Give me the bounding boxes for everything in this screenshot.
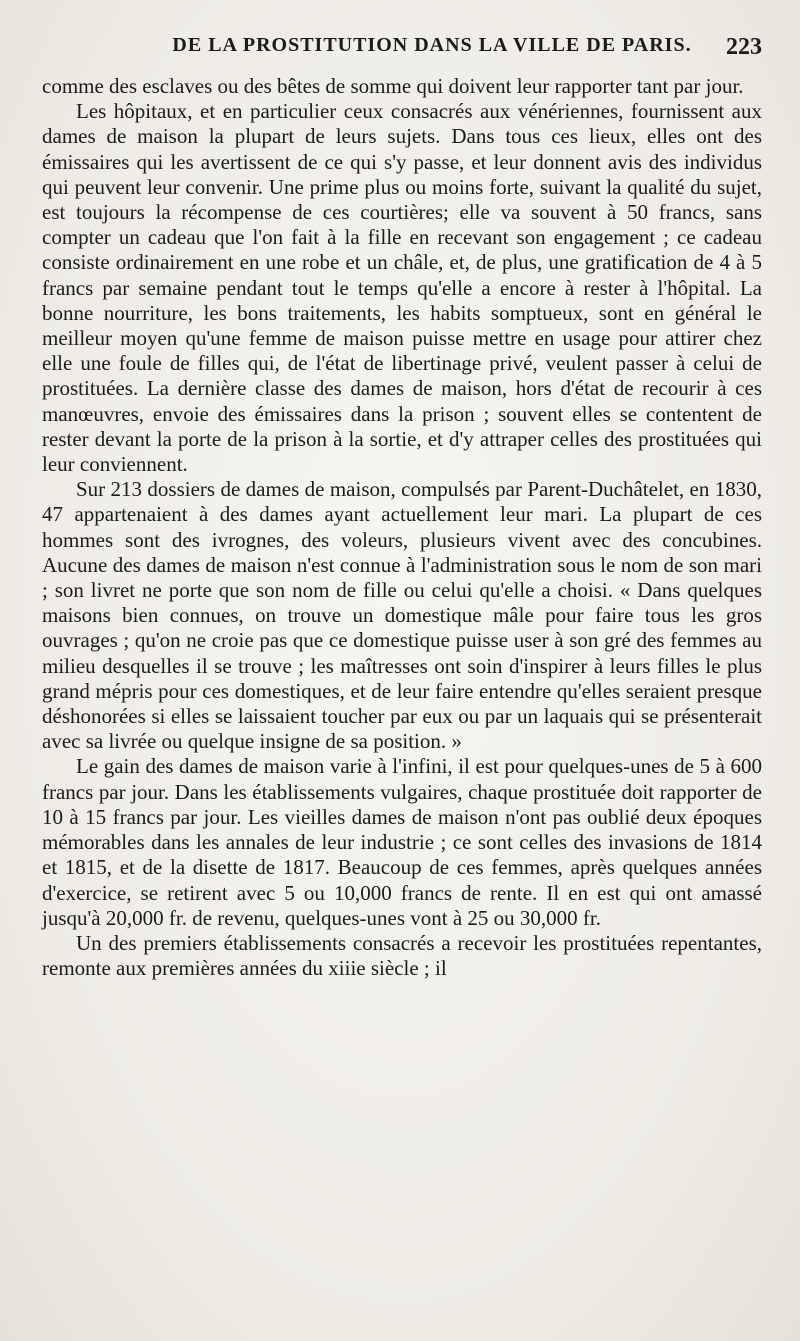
paragraph-establishments: Un des premiers établissements consacrés a recevoir les prostituées repentantes, remonte aux premières années du xiiie siècle ; il [42, 930, 762, 981]
body-text [42, 74, 762, 981]
paragraph-dossiers: Sur 213 dossiers de dames de maison, compulsés par Parent-Duchâtelet, en 1830, 47 appartenaient à des dames ayant actuellement leur mari. La plupart de ces hommes sont des ivrognes, des voleurs, plusieurs vivent avec des concubines. Aucune des dames de maison n'est connue à l'administration sous le nom de son mari ; son livret ne porte que son nom de fille ou celui qu'elle a choisi. « Dans quelques maisons bien connues, on trouve un domestique mâle pour faire tous les gros ouvrages ; qu'on ne croie pas que ce domestique puisse user à son gré des femmes au milieu desquelles il se trouve ; les maîtresses ont soin d'inspirer à leurs filles le plus grand mépris pour ces domestiques, et de leur faire entendre qu'elles seraient presque déshonorées si elles se laissaient toucher par eux ou par un laquais qui se présenterait avec sa livrée ou quelque insigne de sa position. » [42, 477, 762, 754]
page-header [42, 34, 762, 74]
paragraph-hospitals: Les hôpitaux, et en particulier ceux consacrés aux vénériennes, fournissent aux dames de maison la plupart de leurs sujets. Dans tous ces lieux, elles ont des émissaires qui les avertissent de ce qui s'y passe, et leur donnent avis des individus qui peuvent leur convenir. Une prime plus ou moins forte, suivant la qualité du sujet, est toujours la récompense de ces courtières; elle va souvent à 50 francs, sans compter un cadeau que l'on fait à la fille en recevant son engagement ; ce cadeau consiste ordinairement en une robe et un châle, et, de plus, une gratification de 4 à 5 francs par semaine pendant tout le temps qu'elle a encore à rester à l'hôpital. La bonne nourriture, les bons traitements, les habits somptueux, sont en général le meilleur moyen qu'une femme de maison puisse mettre en usage pour attirer chez elle une foule de filles qui, de l'état de libertinage privé, veulent passer à celui de prostituées. La dernière classe des dames de maison, hors d'état de recourir à ces manœuvres, envoie des émissaires dans la prison ; souvent elles se contentent de rester devant la porte de la prison à la sortie, et d'y attraper celles des prostituées qui leur conviennent. [42, 99, 762, 477]
paragraph-earnings: Le gain des dames de maison varie à l'infini, il est pour quelques-unes de 5 à 600 francs par jour. Dans les établissements vulgaires, chaque prostituée doit rapporter de 10 à 15 francs par jour. Les vieilles dames de maison n'ont pas oublié deux époques mémorables dans les annales de leur industrie ; ce sont celles des invasions de 1814 et 1815, et de la disette de 1817. Beaucoup de ces femmes, après quelques années d'exercice, se retirent avec 5 ou 10,000 francs de rente. Il en est qui ont amassé jusqu'à 20,000 fr. de revenu, quelques-unes vont à 25 ou 30,000 fr. [42, 754, 762, 930]
paragraph-continuation: comme des esclaves ou des bêtes de somme qui doivent leur rapporter tant par jour. [42, 74, 744, 98]
running-title: DE LA PROSTITUTION DANS LA VILLE DE PARIS. [172, 34, 692, 56]
page-number: 223 [726, 34, 762, 60]
